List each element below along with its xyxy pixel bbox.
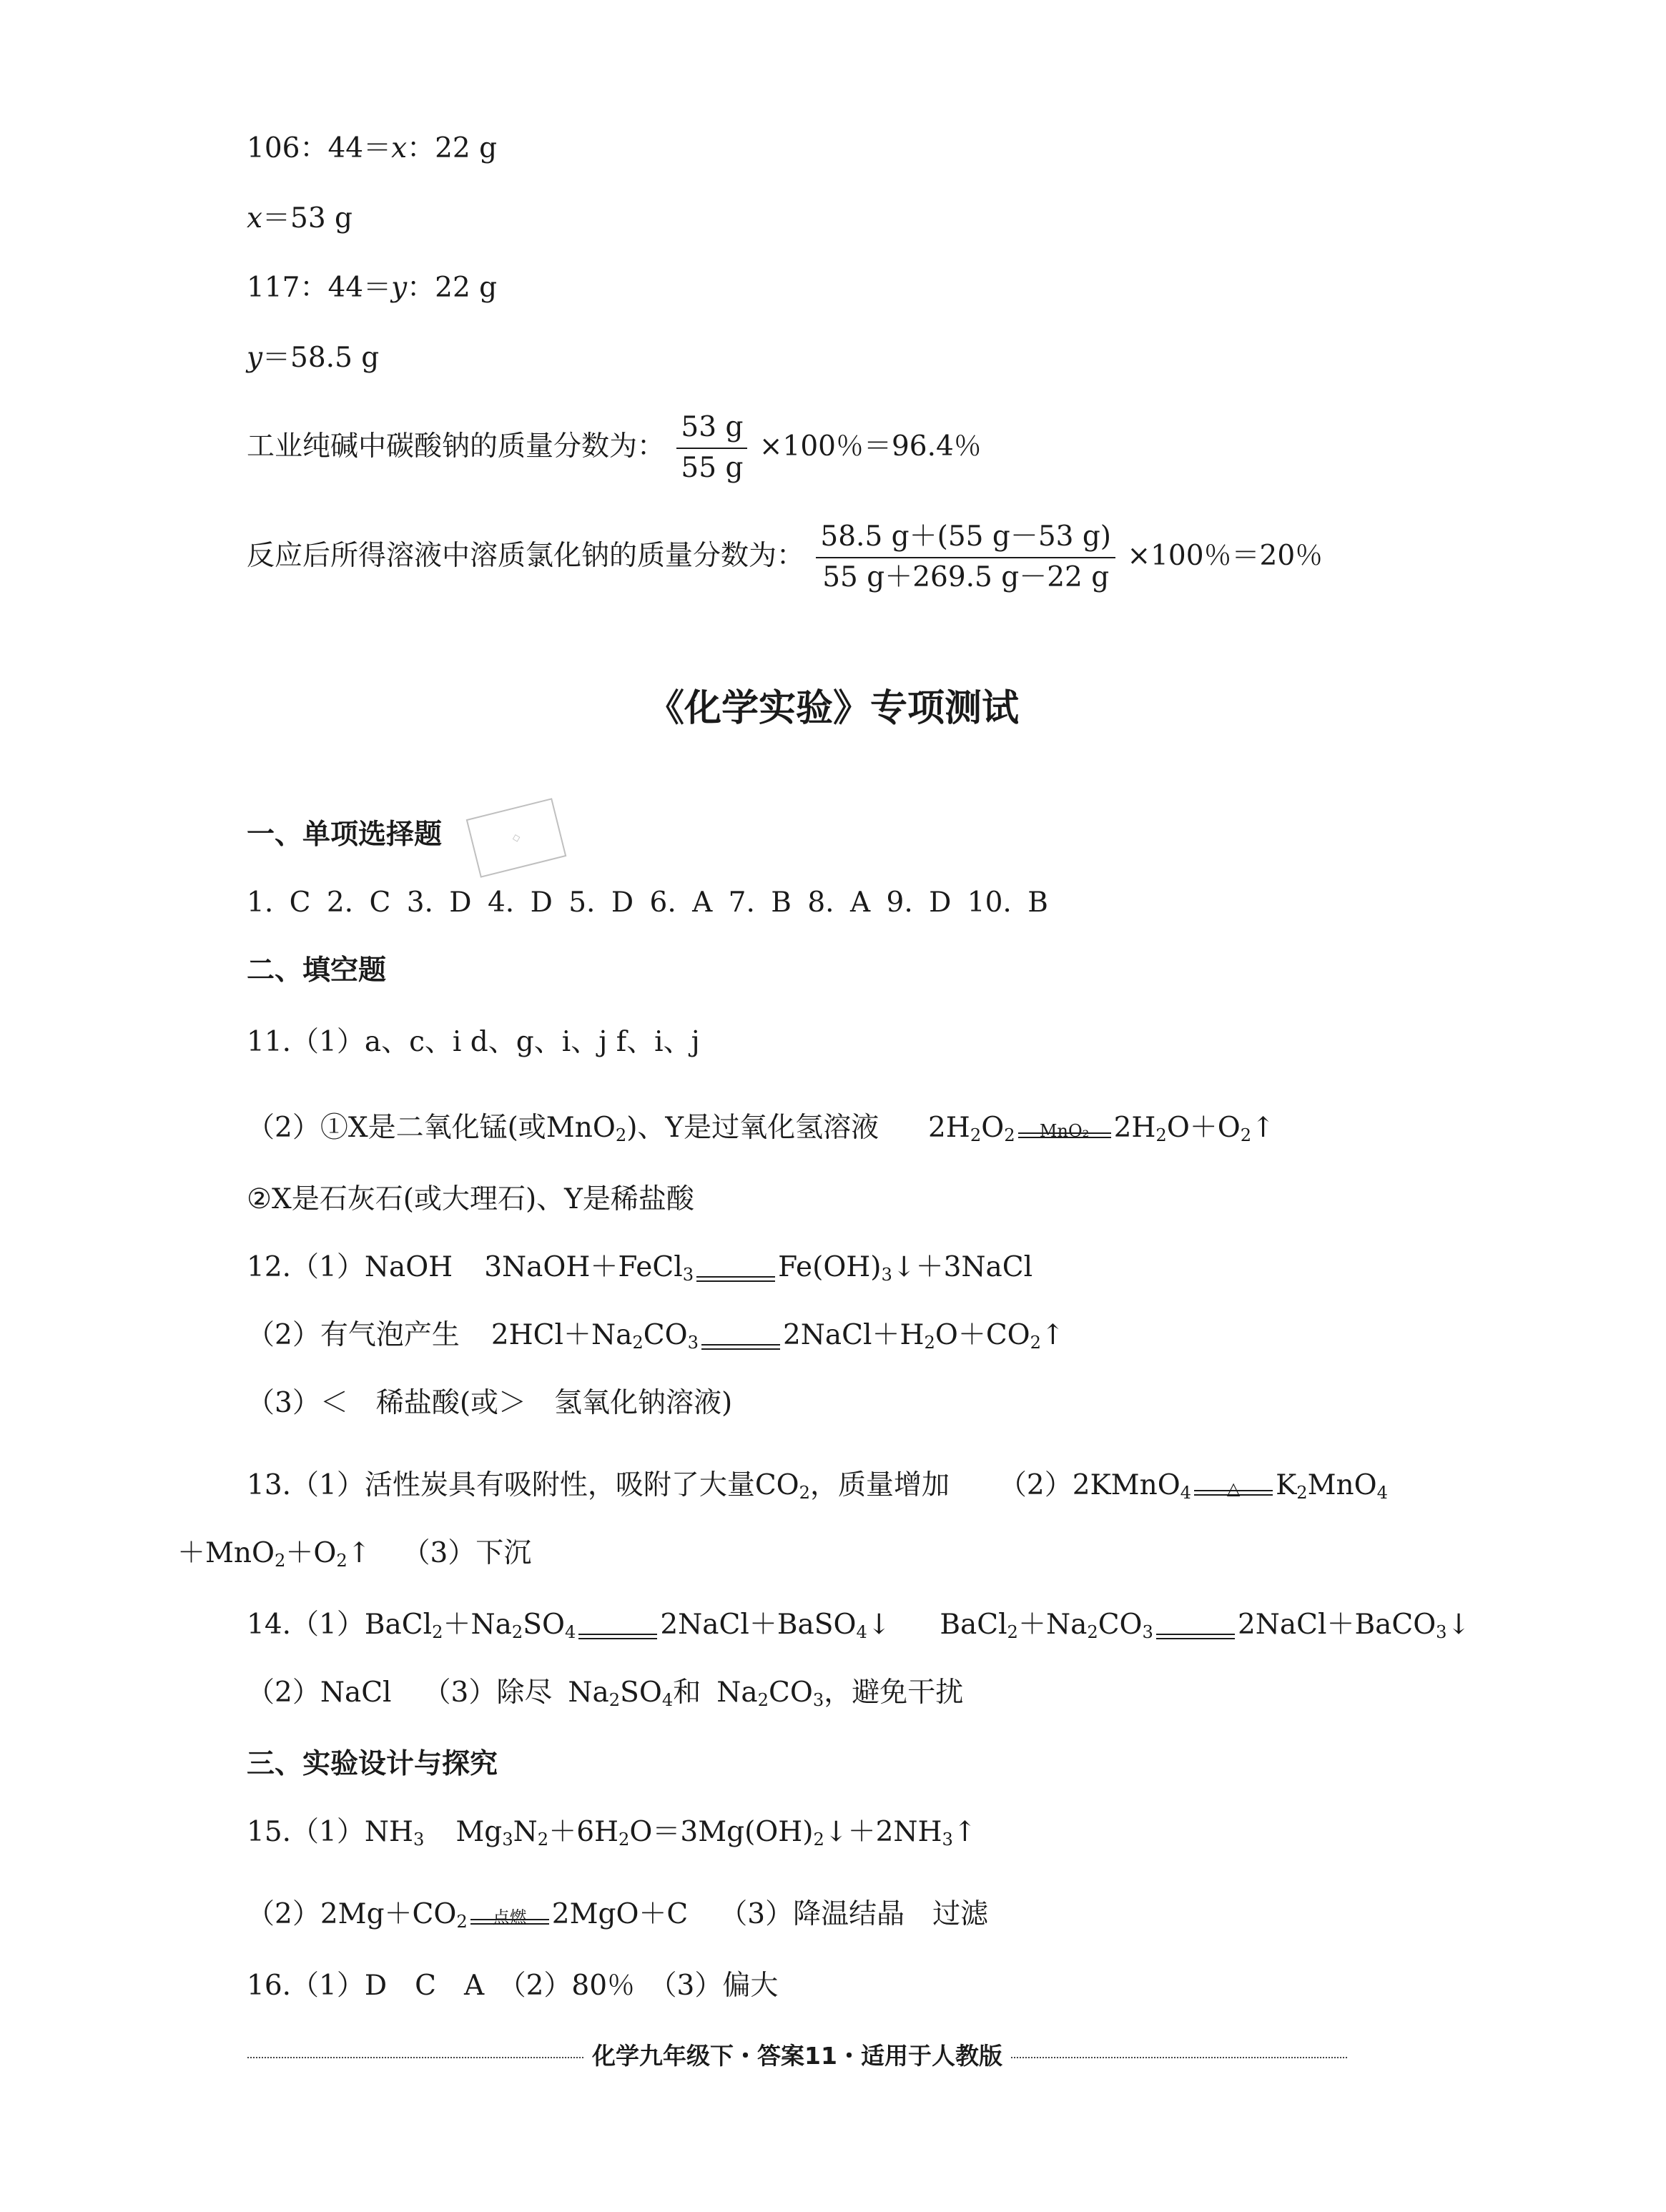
q12-part2: （2）有气泡产生 $2HCl+Na_2CO_3$ $2NaCl+H_2O+CO_2↑$ [247, 1319, 1065, 1358]
footer-text: 化学九年级下・答案11・适用于人教版 [592, 2042, 1002, 2070]
denominator: 55 g [681, 451, 744, 484]
var-y: y [391, 272, 408, 304]
calc-line-4 [247, 342, 379, 375]
numerator: 58.5 g＋(55 g－53 g) [816, 520, 1115, 558]
calc-line-1 [247, 132, 497, 166]
equation-sign [1194, 1480, 1273, 1504]
page-footer [172, 2038, 1423, 2071]
text: 反应后所得溶液中溶质氯化钠的质量分数为： [247, 539, 805, 572]
q13-line1: 13.（1）活性炭具有吸附性，吸附了大量$CO_2$，质量增加 （2）2KMnO$_4$ △ $K_2MnO_4$ [247, 1469, 1389, 1504]
reaction-condition: △ [1226, 1478, 1241, 1498]
calc-line-5 [247, 411, 982, 485]
equation-sign [1018, 1122, 1111, 1147]
text: （2）2KMnO [998, 1469, 1181, 1501]
text: ＝58.5 g [262, 342, 380, 374]
text: （2）①X是二氧化锰(或MnO [247, 1112, 616, 1144]
text: （3）下沉 [402, 1537, 532, 1569]
text: （3）降温结晶 过滤 [719, 1898, 989, 1930]
equation-sign [1156, 1609, 1235, 1648]
text: ×100％＝96.4％ [759, 430, 982, 463]
text: （2） [247, 1898, 320, 1930]
q15-part1: $15.(1)NH_3$ $Mg_3N_2+6H_2O=3Mg(OH)_2↓+2NH_3↑$ [247, 1816, 977, 1850]
text: ：22 g [407, 132, 498, 164]
heading-experiment: 三、实验设计与探究 [247, 1748, 498, 1780]
text: ×100％＝20％ [1127, 539, 1324, 572]
q11-part1: 11.（1）a、c、i d、g、i、j f、i、j [247, 1026, 700, 1058]
calc-line-2 [247, 202, 353, 236]
section-title: 《化学实验》专项测试 [646, 687, 1019, 730]
text: 117：44＝ [247, 272, 392, 304]
text: （3）除尽 [423, 1677, 553, 1709]
q11-part2: （2）①X是二氧化锰(或MnO$_2$)、Y是过氧化氢溶液 $2H_2O_2$ MnO₂ $2H_2O+O_2↑$ [247, 1112, 1275, 1146]
text: （2）NaCl [247, 1677, 392, 1709]
text: （2）有气泡产生 [247, 1319, 460, 1351]
footer-dotted-rule [247, 2057, 583, 2058]
var-x: x [391, 132, 408, 164]
text: 14.（1） [247, 1609, 365, 1641]
text: 106：44＝ [247, 132, 392, 164]
text: ＋O [285, 1537, 337, 1569]
equation-sign [470, 1909, 549, 1933]
text: 工业纯碱中碳酸钠的质量分数为： [247, 430, 666, 463]
numerator: 53 g [676, 411, 747, 449]
text: ，质量增加 [810, 1469, 950, 1501]
q16: 16.（1）D C A （2）80％ （3）偏大 [247, 1970, 779, 2002]
q14-part1: $14.(1)BaCl_2+Na_2SO_4$ 2NaCl＋BaSO$_4$↓ $BaCl_2+Na_2CO_3$ 2NaCl＋BaCO$_3$↓ [247, 1609, 1470, 1648]
text: 15.（1） [247, 1816, 365, 1848]
equation-sign [578, 1609, 657, 1648]
heading-single-choice: 一、单项选择题 [247, 819, 443, 851]
var-x: x [247, 202, 262, 234]
var-y: y [247, 342, 263, 374]
q13-line2: $+MnO_2+O_2↑$ （3）下沉 [177, 1537, 532, 1571]
watermark-stamp: ◇ [466, 798, 567, 878]
calc-line-3 [247, 272, 497, 305]
text: ：22 g [407, 272, 498, 304]
calc-line-6 [247, 520, 1323, 595]
reaction-condition: MnO₂ [1039, 1121, 1090, 1141]
text: )、Y是过氧化氢溶液 [626, 1112, 879, 1144]
text: ，避免干扰 [824, 1677, 964, 1709]
text: 和 [673, 1677, 701, 1709]
fraction [676, 411, 747, 485]
q12-part1: 12.（1）NaOH 3NaOH＋FeCl$_3$ $Fe(OH)_3↓+3NaCl$ [247, 1251, 1032, 1290]
equation-sign [696, 1251, 775, 1290]
heading-fill-blank: 二、填空题 [247, 954, 387, 987]
equation-sign [701, 1319, 780, 1358]
text: ＝53 g [262, 202, 353, 234]
footer-dotted-rule [1011, 2057, 1347, 2058]
choice-answers: 1. C 2. C 3. D 4. D 5. D 6. A 7. B 8. A 9. D 10. B [247, 887, 1048, 919]
reaction-condition: 点燃 [492, 1907, 527, 1927]
text: 13.（1）活性炭具有吸附性，吸附了大量CO [247, 1469, 799, 1501]
fraction [816, 520, 1115, 595]
denominator: 55 g＋269.5 g－22 g [822, 561, 1110, 593]
text: 12.（1）NaOH [247, 1251, 453, 1283]
q14-part2-3: （2）NaCl （3）除尽 $Na_2SO_4$和 $Na_2CO_3$，避免干扰 [247, 1677, 964, 1711]
q12-part3: （3）＜ 稀盐酸(或＞ 氢氧化钠溶液) [247, 1387, 733, 1419]
q11-part3: ②X是石灰石(或大理石)、Y是稀盐酸 [247, 1183, 694, 1215]
q15-part2: $(2)2Mg+CO_2$ 点燃 2MgO＋C （3）降温结晶 过滤 [247, 1898, 989, 1932]
